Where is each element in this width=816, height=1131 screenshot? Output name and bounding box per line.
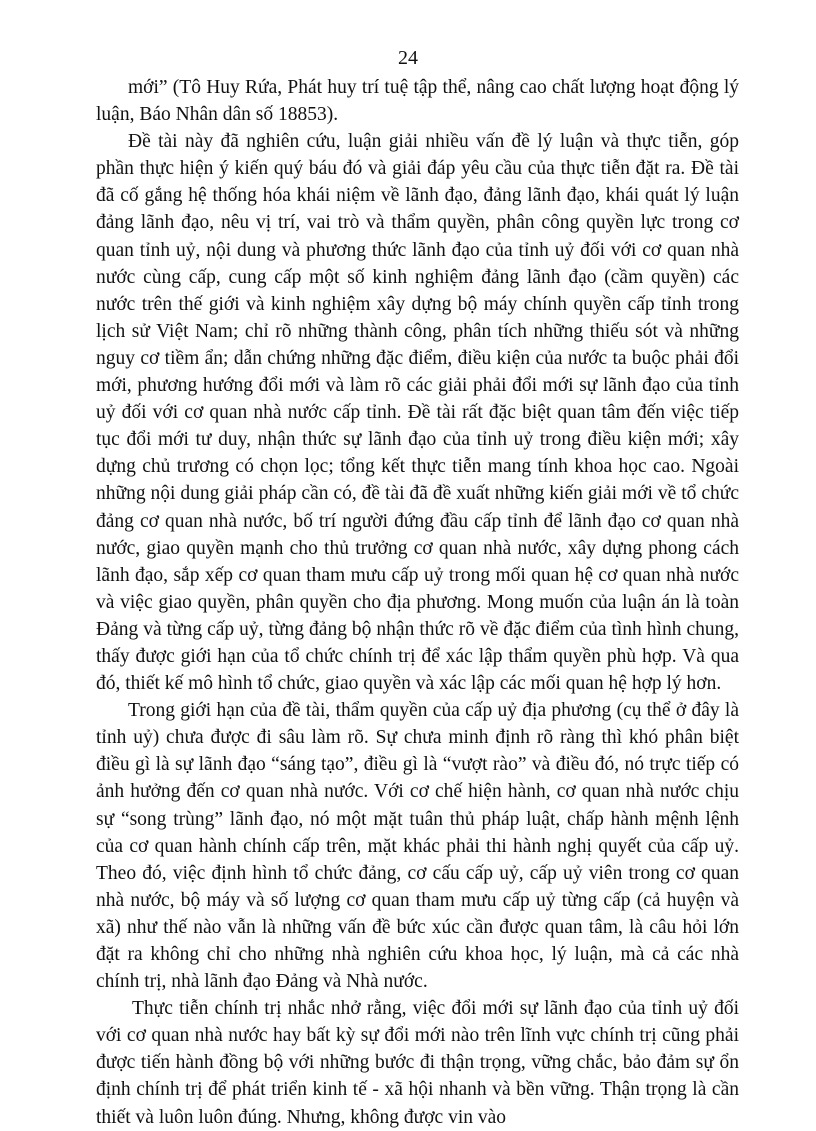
body-text	[96, 74, 739, 1131]
paragraph-4: Thực tiễn chính trị nhắc nhở rằng, việc đổi mới sự lãnh đạo của tỉnh uỷ đối với cơ quan nhà nước hay bất kỳ sự đổi mới nào trên lĩnh vực chính trị cũng phải được tiến hành đồng bộ với những bước đi thận trọng, vững chắc, bảo đảm sự ổn định chính trị để phát triển kinh tế - xã hội nhanh và bền vững. Thận trọng là cần thiết và luôn luôn đúng. Nhưng, không được vin vào	[96, 998, 739, 1128]
page-number: 24	[398, 47, 418, 69]
paragraph-3: Trong giới hạn của đề tài, thẩm quyền của cấp uỷ địa phương (cụ thể ở đây là tỉnh uỷ) chưa được đi sâu làm rõ. Sự chưa minh định rõ ràng thì khó phân biệt điều gì là sự lãnh đạo “sáng tạo”, điều gì là “vượt rào” và điều đó, nó trực tiếp có ảnh hưởng đến cơ quan nhà nước. Với cơ chế hiện hành, cơ quan nhà nước chịu sự “song trùng” lãnh đạo, nó một mặt tuân thủ pháp luật, chấp hành mệnh lệnh của cơ quan hành chính cấp trên, mặt khác phải thi hành nghị quyết của cấp uỷ. Theo đó, việc định hình tổ chức đảng, cơ cấu cấp uỷ, cấp uỷ viên trong cơ quan nhà nước, bộ máy và số lượng cơ quan tham mưu cấp uỷ từng cấp (cả huyện và xã) như thế nào vẫn là những vấn đề bức xúc cần được quan tâm, là câu hỏi lớn đặt ra không chỉ cho những nhà nghiên cứu khoa học, lý luận, mà cả các nhà chính trị, nhà lãnh đạo Đảng và Nhà nước.	[96, 700, 739, 993]
paragraph-1: mới” (Tô Huy Rứa, Phát huy trí tuệ tập thể, nâng cao chất lượng hoạt động lý luận, Báo Nhân dân số 18853).	[96, 77, 739, 126]
paragraph-2: Đề tài này đã nghiên cứu, luận giải nhiều vấn đề lý luận và thực tiễn, góp phần thực hiện ý kiến quý báu đó và giải đáp yêu cầu của thực tiễn đặt ra. Đề tài đã cố gắng hệ thống hóa khái niệm về lãnh đạo, đảng lãnh đạo, khái quát lý luận đảng lãnh đạo, nêu vị trí, vai trò và thẩm quyền, phân công quyền lực trong cơ quan tỉnh uỷ, nội dung và phương thức lãnh đạo của tỉnh uỷ đối với cơ quan nhà nước cùng cấp, cung cấp một số kinh nghiệm đảng lãnh đạo (cầm quyền) các nước trên thế giới và kinh nghiệm xây dựng bộ máy chính quyền cấp tỉnh trong lịch sử Việt Nam; chỉ rõ những thành công, phân tích những thiếu sót và những nguy cơ tiềm ẩn; dẫn chứng những đặc điểm, điều kiện của nước ta buộc phải đổi mới, phương hướng đổi mới và làm rõ các giải phải đổi mới sự lãnh đạo của tỉnh uỷ đối với cơ quan nhà nước cấp tỉnh. Đề tài rất đặc biệt quan tâm đến việc tiếp tục đổi mới tư duy, nhận thức sự lãnh đạo của tỉnh uỷ trong điều kiện mới; xây dựng chủ trương có chọn lọc; tổng kết thực tiễn mang tính khoa học cao. Ngoài những nội dung giải pháp cần có, đề tài đã đề xuất những kiến giải mới về tổ chức đảng cơ quan nhà nước, bố trí người đứng đầu cấp tỉnh để lãnh đạo cơ quan nhà nước, giao quyền mạnh cho thủ trưởng cơ quan nhà nước, xây dựng phong cách lãnh đạo, sắp xếp cơ quan tham mưu cấp uỷ trong mối quan hệ cơ quan nhà nước và việc giao quyền, phân quyền cho địa phương. Mong muốn của luận án là toàn Đảng và từng cấp uỷ, từng đảng bộ nhận thức rõ về đặc điểm của tình hình chung, thấy được giới hạn của tổ chức chính trị để xác lập thẩm quyền phù hợp. Và qua đó, thiết kế mô hình tổ chức, giao quyền và xác lập các mối quan hệ hợp lý hơn.	[96, 131, 739, 695]
